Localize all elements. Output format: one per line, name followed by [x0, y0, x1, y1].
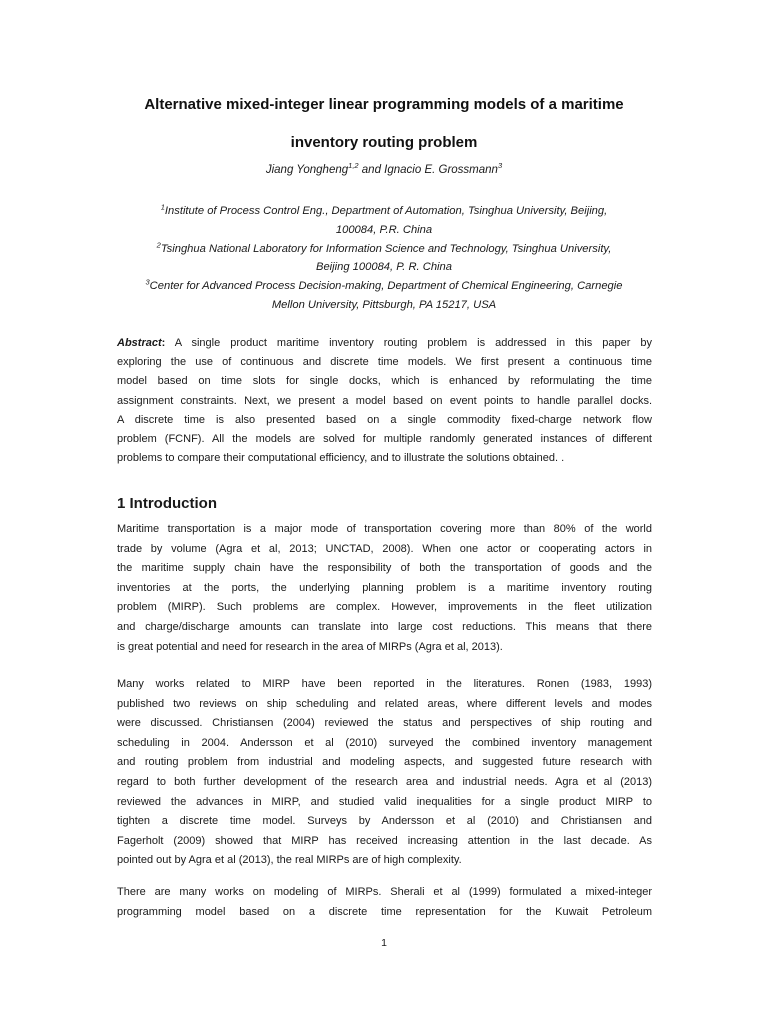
paper-title-line-2: inventory routing problem	[290, 134, 478, 151]
abstract-text: A single product maritime inventory routing problem is addressed in this paper by	[165, 337, 652, 349]
body-paragraph	[117, 883, 652, 922]
paragraph-line: There are many works on modeling of MIRPs. Sherali et al (1999) formulated a mixed-integer	[117, 886, 652, 898]
affiliation-line: Mellon University, Pittsburgh, PA 15217, USA	[271, 298, 497, 311]
paragraph-line: reviewed the advances in MIRP, and studied valid inequalities for a single product MIRP to	[117, 795, 652, 808]
section-heading: 1 Introduction	[117, 495, 217, 512]
abstract-line: assignment constraints. Next, we present a model based on event points to handle parallel docks.	[117, 394, 652, 407]
author-affiliation-marker: 1,2	[348, 161, 359, 171]
abstract-line: exploring the use of continuous and discrete time models. We first present a continuous time	[117, 356, 652, 369]
paragraph-line: is great potential and need for research in the area of MIRPs (Agra et al, 2013).	[117, 640, 503, 653]
paragraph-line: inventories at the ports, the underlying planning problem is a maritime inventory routing	[117, 581, 652, 594]
affiliations	[112, 202, 656, 315]
affiliation-text: Institute of Process Control Eng., Department of Automation, Tsinghua University, Beijing,	[164, 205, 608, 217]
affiliation-line	[112, 202, 656, 221]
paragraph-line: the maritime supply chain have the responsibility of both the transportation of goods and the	[117, 562, 652, 575]
author-name: Jiang Yongheng	[265, 164, 349, 176]
paragraph-line: and charge/discharge amounts can translate into large cost reductions. This means that there	[117, 620, 652, 633]
affiliation-line	[112, 277, 656, 296]
paragraph-line: and routing problem from industrial and modeling aspects, and suggested future research with	[117, 756, 652, 769]
abstract-label: Abstract	[117, 337, 162, 349]
abstract-line: problems to compare their computational efficiency, and to illustrate the solutions obtained. .	[117, 452, 565, 465]
abstract-line: problem (FCNF). All the models are solved for multiple randomly generated instances of different	[117, 432, 652, 445]
author-affiliation-marker: 3	[497, 161, 503, 171]
page-number: 1	[381, 937, 387, 949]
paragraph-line: pointed out by Agra et al (2013), the real MIRPs are of high complexity.	[117, 854, 462, 867]
paragraph-line: scheduling in 2004. Andersson et al (2010) surveyed the combined inventory management	[117, 736, 652, 749]
abstract-colon: :	[161, 337, 166, 349]
author-name: Ignacio E. Grossmann	[384, 164, 498, 176]
body-paragraph	[117, 675, 652, 871]
abstract-line	[117, 334, 652, 353]
affiliation-text: Center for Advanced Process Decision-making, Department of Chemical Engineering, Carnegie	[149, 280, 623, 293]
abstract	[117, 334, 652, 468]
affiliation-line: 100084, P.R. China	[335, 223, 433, 236]
affiliation-text: Tsinghua National Laboratory for Information Science and Technology, Tsinghua University,	[160, 242, 612, 255]
paragraph-line: Fagerholt (2009) showed that MIRP has received increasing attention in the last decade. As	[117, 834, 652, 847]
affiliation-line: Beijing 100084, P. R. China	[315, 261, 452, 274]
paragraph-line: trade by volume (Agra et al, 2013; UNCTAD, 2008). When one actor or cooperating actors in	[117, 542, 652, 555]
affiliation-marker: 3	[145, 277, 150, 287]
paragraph-line: published two reviews on ship scheduling and related areas, where different levels and modes	[117, 697, 652, 710]
affiliation-marker: 1	[160, 202, 165, 212]
paper-title-line-1: Alternative mixed-integer linear programming models of a maritime	[144, 96, 624, 113]
affiliation-line	[112, 240, 656, 259]
paragraph-line: were discussed. Christiansen (2004) reviewed the status and perspectives of ship routing and	[117, 717, 652, 730]
paragraph-line: programming model based on a discrete time representation for the Kuwait Petroleum	[117, 905, 652, 918]
paragraph-line: problem (MIRP). Such problems are complex. However, improvements in the fleet utilization	[117, 601, 652, 614]
body-paragraph	[117, 520, 652, 657]
author-connector: and	[358, 164, 385, 176]
abstract-line: model based on time slots for single docks, which is enhanced by reformulating the time	[117, 375, 652, 388]
affiliation-marker: 2	[156, 239, 161, 249]
paragraph-line: regard to both further development of the research area and industrial needs. Agra et al (2013)	[117, 775, 652, 788]
author-list	[100, 161, 668, 176]
paragraph-line: Many works related to MIRP have been reported in the literatures. Ronen (1983, 1993)	[117, 678, 652, 690]
abstract-line: A discrete time is also presented based on a single commodity fixed-charge network flow	[117, 413, 652, 426]
paragraph-line: tighten a discrete time model. Surveys by Andersson et al (2010) and Christiansen and	[117, 815, 652, 828]
paragraph-line: Maritime transportation is a major mode of transportation covering more than 80% of the world	[117, 523, 652, 535]
